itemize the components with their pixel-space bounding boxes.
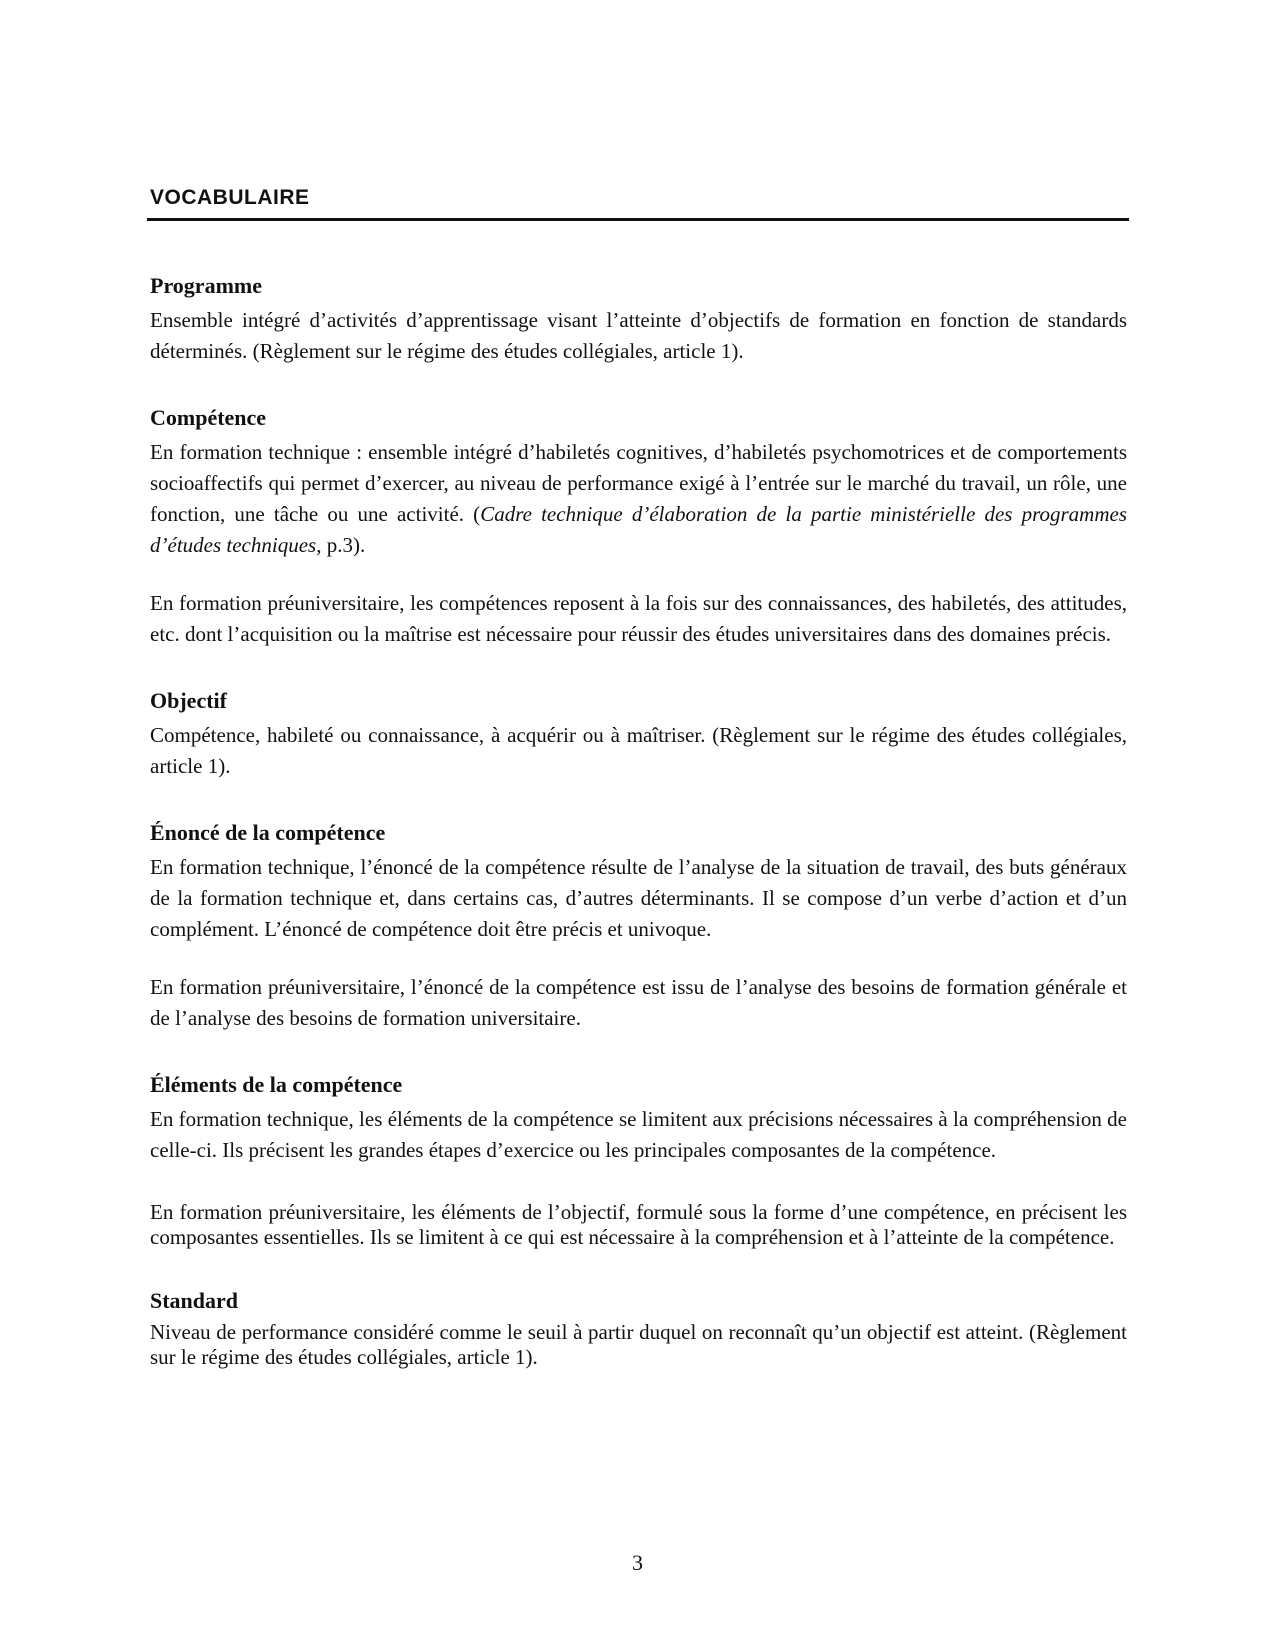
entry-programme xyxy=(150,271,1127,367)
term-heading: Compétence xyxy=(150,405,267,430)
entry-enonce-competence xyxy=(150,818,1127,1034)
term-heading: Standard xyxy=(150,1288,239,1313)
definition-paragraph: En formation préuniversitaire, l’énoncé de la compétence est issu de l’analyse des besoins de formation générale et de l’analyse des besoins de formation universitaire. xyxy=(150,975,1127,1030)
title-underline xyxy=(147,218,1129,221)
definition-paragraph: Niveau de performance considéré comme le seuil à partir duquel on reconnaît qu’un objectif est atteint. (Règlement sur le régime des études collégiales, article 1). xyxy=(150,1320,1127,1369)
page-number: 3 xyxy=(632,1550,643,1575)
entry-objectif xyxy=(150,686,1127,782)
vocabulary-list xyxy=(150,271,1127,1370)
entry-competence xyxy=(150,403,1127,650)
entry-elements-competence xyxy=(150,1070,1127,1250)
definition-paragraph: Compétence, habileté ou connaissance, à acquérir ou à maîtriser. (Règlement sur le régime des études collégiales, article 1). xyxy=(150,723,1127,778)
term-heading: Énoncé de la compétence xyxy=(150,820,386,845)
definition-paragraph: En formation technique, l’énoncé de la compétence résulte de l’analyse de la situation de travail, des buts généraux de la formation technique et, dans certains cas, d’autres déterminants. Il se compose d’un verbe d’action et d’un complément. L’énoncé de compétence doit être précis et univoque. xyxy=(150,855,1127,941)
definition-paragraph: En formation technique, les éléments de la compétence se limitent aux précisions nécessaires à la compréhension de celle-ci. Ils précisent les grandes étapes d’exercice ou les principales composantes de la compétence. xyxy=(150,1107,1127,1162)
citation-title: Cadre technique d’élaboration de la partie ministérielle des programmes d’études techniques xyxy=(150,502,1127,557)
citation-page: , p.3). xyxy=(316,533,366,557)
term-heading: Objectif xyxy=(150,688,227,713)
term-heading: Éléments de la compétence xyxy=(150,1072,403,1097)
definition-paragraph: En formation préuniversitaire, les éléments de l’objectif, formulé sous la forme d’une compétence, en précisent les composantes essentielles. Ils se limitent à ce qui est nécessaire à la compréhension et à l’atteinte de la compétence. xyxy=(150,1200,1127,1249)
definition-paragraph: Ensemble intégré d’activités d’apprentissage visant l’atteinte d’objectifs de formation en fonction de standards déterminés. (Règlement sur le régime des études collégiales, article 1). xyxy=(150,308,1127,363)
entry-standard xyxy=(150,1286,1127,1370)
definition-paragraph xyxy=(150,437,1127,561)
definition-paragraph: En formation préuniversitaire, les compétences reposent à la fois sur des connaissances, des habiletés, des attitudes, etc. dont l’acquisition ou la maîtrise est nécessaire pour réussir des études universitaires dans des domaines précis. xyxy=(150,591,1127,646)
term-heading: Programme xyxy=(150,273,262,298)
definition-text: En formation technique : ensemble intégré d’habiletés cognitives, d’habiletés psychomotrices et de comportements socioaffectifs qui permet d’exercer, au niveau de performance exigé à l’entrée sur le marché du travail, un rôle, une fonction, une tâche ou une activité. ( xyxy=(150,440,1127,526)
section-title: VOCABULAIRE xyxy=(150,186,310,209)
